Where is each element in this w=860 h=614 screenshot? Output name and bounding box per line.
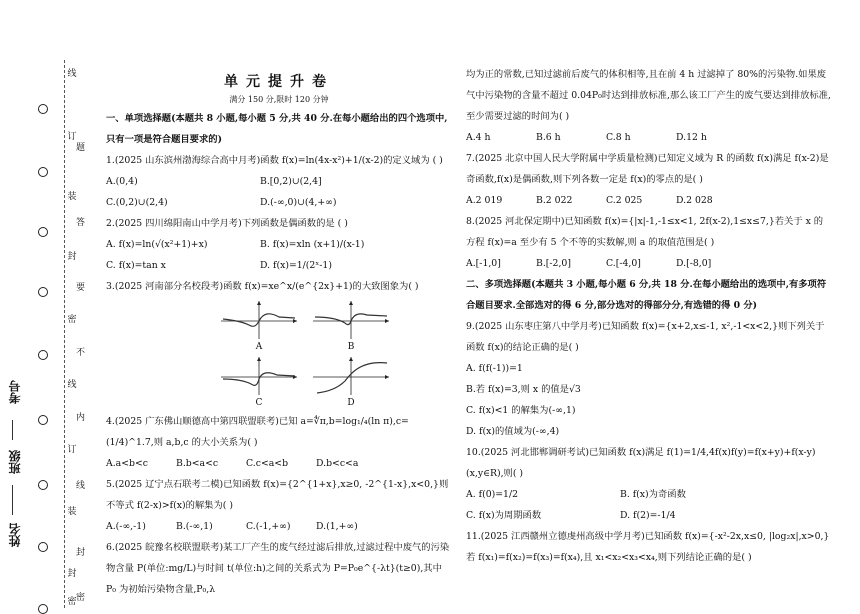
graph-option [218,299,300,353]
binding-hole-icon [38,480,48,490]
question-text: C. f(x)<1 的解集为(-∞,1) [466,405,576,416]
answer-option: C.2 025 [606,195,643,206]
inner-warning-char: 线 [76,481,86,491]
answer-option: C.(0,2)∪(2,4) [106,197,168,208]
answer-options [106,192,452,213]
question-text: 5.(2025 辽宁点石联考二模)已知函数 f(x)={2^{1+x},x≥0, -2^{1-x},x<0,}则不等式 f(2-x)>f(x)的解集为( ) [106,479,449,511]
binding-hole-icon [38,227,48,237]
answer-option: B.[0,2)∪(2,4] [260,176,322,187]
answer-option: D.b<c<a [316,458,359,469]
page-subtitle: 满分 150 分,限时 120 分钟 [229,95,329,104]
answer-option: C.(-1,+∞) [246,521,291,532]
binding-hole-icon [38,415,48,425]
field-underline [12,420,13,440]
answer-option: A.(0,4) [106,176,138,187]
question-text: 1.(2025 山东滨州渤海综合高中月考)函数 f(x)=ln(4x-x²)+1/(x-2)的定义域为 ( ) [106,155,443,166]
graph-option [310,299,392,353]
inner-warning-char: 封 [76,548,86,558]
question-text: B.若 f(x)=3,则 x 的值是√3 [466,384,581,395]
graph-option-label: D [347,398,355,408]
page-title: 单元提升卷 [224,74,334,90]
section-heading: 一、单项选择题(本题共 8 小题,每小题 5 分,共 40 分.在每小题给出的四个选项中,只有一项是符合题目要求的) [106,113,448,145]
inner-warning-char: 要 [76,283,86,293]
field-name: 姓名 [8,523,22,547]
inner-warning-char: 不 [76,348,86,358]
inner-warning-char: 题 [76,143,86,153]
answer-option: B. f(x)为奇函数 [620,489,686,500]
answer-option: D. f(x)=1/(2ˣ-1) [260,260,332,271]
cut-line-char: 装 [67,507,77,517]
answer-options [106,255,452,276]
answer-option: D.(1,+∞) [316,521,358,532]
answer-option: A. f(0)=1/2 [466,489,518,500]
graph-option [310,355,392,409]
question-text: 9.(2025 山东枣庄第八中学月考)已知函数 f(x)={x+2,x≤-1, x²,-1<x<2,}则下列关于函数 f(x)的结论正确的是( ) [466,321,825,353]
answer-option: C. f(x)=tan x [106,260,166,271]
answer-option: B.b<a<c [176,458,219,469]
graph-option-label: C [255,398,263,408]
answer-option: C.[-4,0] [606,258,641,269]
question-text: 2.(2025 四川绵阳南山中学月考)下列函数是偶函数的是 ( ) [106,218,348,229]
cut-line-char: 订 [67,445,77,455]
question-text: 7.(2025 北京中国人民大学附属中学质量检测)已知定义域为 R 的函数 f(x)满足 f(x-2)是奇函数,f(x)是偶函数,则下列各数一定是 f(x)的零点的是( ) [466,153,829,185]
answer-option: C.c<a<b [246,458,289,469]
question-text: 6.(2025 皖豫名校联盟联考)某工厂产生的废气经过滤后排放,过滤过程中废气的污染物含量 P(单位:mg/L)与时间 t(单位:h)之间的关系式为 P=P₀e^{-λt}(t≥0),其中 P₀ 为初始污染物含量,P₀,λ [106,542,450,595]
question-text: D. f(x)的值域为(-∞,4) [466,426,560,437]
answer-option: A.(-∞,-1) [106,521,146,532]
cut-line-char: 装 [67,192,77,202]
graph-options [218,299,452,409]
cut-line-char: 封 [67,569,77,579]
answer-option: A.4 h [466,132,491,143]
binding-margin [0,0,95,608]
answer-options [106,453,452,474]
cut-line-char: 线 [67,69,77,79]
question-text: 10.(2025 河北邯郸调研考试)已知函数 f(x)满足 f(1)=1/4,4f(x)f(y)=f(x+y)+f(x-y)(x,y∈R),则( ) [466,447,816,479]
answer-option: C.8 h [606,132,631,143]
binding-hole-icon [38,542,48,552]
answer-option: B.6 h [536,132,561,143]
answer-options [466,505,831,526]
graph-option-label: B [347,342,355,352]
binding-hole-icon [38,167,48,177]
answer-options [106,234,452,255]
field-class: 班级 [8,450,22,474]
binding-hole-icon [38,104,48,114]
cut-line-char: 密 [67,315,77,325]
question-text: 8.(2025 河北保定期中)已知函数 f(x)={|x|-1,-1≤x<1, 2f(x-2),1≤x≤7,}若关于 x 的方程 f(x)=a 至少有 5 个不等的实数解,则 a 的取值范围是( ) [466,216,824,248]
inner-warning-char: 内 [76,413,86,423]
binding-hole-icon [38,350,48,360]
answer-options [466,484,831,505]
question-text: 11.(2025 江西赣州立德虔州高级中学月考)已知函数 f(x)={-x²-2x,x≤0, |log₂x|,x>0,}若 f(x₁)=f(x₂)=f(x₃)=f(x₄),且 x₁<x₂<x₃<x₄,则下列结论正确的是( ) [466,531,830,563]
graph-option-label: A [255,342,263,352]
left-column [106,68,452,600]
question-text: 3.(2025 河南部分名校段考)函数 f(x)=xe^x/(e^{2x}+1)的大致图象为( ) [106,281,419,292]
answer-option: B.2 022 [536,195,573,206]
answer-option: C. f(x)为周期函数 [466,510,542,521]
answer-option: D.(-∞,0)∪(4,+∞) [260,197,337,208]
answer-option: A. f(x)=ln(√(x²+1)+x) [106,239,208,250]
cut-line-char: 封 [67,252,77,262]
answer-option: D.12 h [676,132,707,143]
answer-option: D.2 028 [676,195,713,206]
answer-option: D.[-8,0] [676,258,712,269]
right-column [466,64,831,568]
answer-option: D. f(2)=-1/4 [620,510,676,521]
question-text: 均为正的常数,已知过滤前后废气的体积相等,且在前 4 h 过滤掉了 80%的污染物.如果废气中污染物的含量不超过 0.04P₀时达到排放标准,那么该工厂产生的废气要达到排放标准,至少需要过滤的时间为( ) [466,69,831,122]
section-heading: 二、多项选择题(本题共 3 小题,每小题 6 分,共 18 分.在每小题给出的选项中,有多项符合题目要求.全部选对的得 6 分,部分选对的得部分分,有选错的得 0 分) [466,279,827,311]
question-text: A. f(f(-1))=1 [466,363,523,374]
cut-line-char: 线 [67,380,77,390]
answer-option: A.2 019 [466,195,503,206]
inner-warning-char: 答 [76,218,86,228]
cut-line-char: 密 [67,597,77,607]
answer-options [466,190,831,211]
answer-option: A.[-1,0] [466,258,501,269]
inner-warning-char: 密 [76,593,86,603]
field-underline [12,485,13,515]
binding-hole-icon [38,604,48,614]
answer-option: B.[-2,0] [536,258,571,269]
answer-options [106,516,452,537]
answer-option: B.(-∞,1) [176,521,213,532]
field-student-id: 考号 [8,380,22,404]
answer-option: A.a<b<c [106,458,148,469]
cut-line [64,60,65,608]
answer-option: B. f(x)=xln (x+1)/(x-1) [260,239,365,250]
answer-options [466,127,831,148]
binding-hole-icon [38,287,48,297]
question-text: 4.(2025 广东佛山顺德高中第四联盟联考)已知 a=∜π,b=log₁/₄(ln π),c=(1/4)^1.7,则 a,b,c 的大小关系为( ) [106,416,409,448]
answer-options [466,253,831,274]
answer-options [106,171,452,192]
graph-option [218,355,300,409]
cut-line-char: 订 [67,132,77,142]
